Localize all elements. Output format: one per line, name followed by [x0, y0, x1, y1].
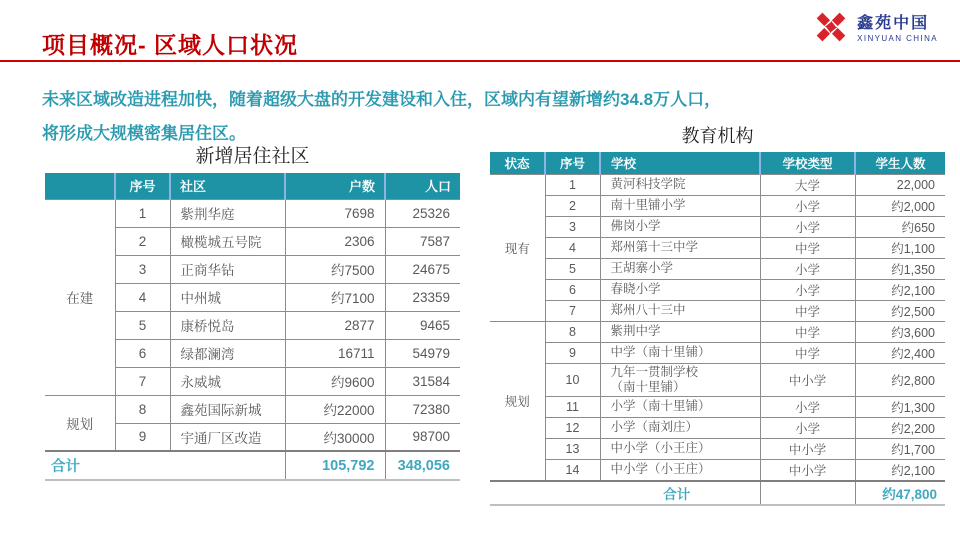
row-students: 约2,200 [855, 417, 945, 438]
row-population: 25326 [385, 199, 460, 227]
row-community: 永威城 [170, 367, 285, 395]
row-school: 紫荆中学 [600, 321, 760, 342]
row-school: 郑州八十三中 [600, 300, 760, 321]
communities-total-row [45, 451, 460, 480]
row-no: 1 [115, 199, 170, 227]
column-header: 学生人数 [855, 152, 945, 174]
group-label: 在建 [45, 199, 115, 395]
row-school: 中小学（小王庄） [600, 438, 760, 459]
row-school-type: 小学 [760, 396, 855, 417]
group-label: 现有 [490, 174, 545, 321]
row-students: 约1,700 [855, 438, 945, 459]
communities-total-households: 105,792 [285, 451, 385, 480]
row-no: 5 [115, 311, 170, 339]
row-community: 橄榄城五号院 [170, 227, 285, 255]
table-row [490, 363, 945, 396]
communities-total-population: 348,056 [385, 451, 460, 480]
row-school-type: 中学 [760, 342, 855, 363]
row-school-type: 小学 [760, 279, 855, 300]
row-no: 3 [115, 255, 170, 283]
row-population: 7587 [385, 227, 460, 255]
row-households: 约9600 [285, 367, 385, 395]
row-no: 3 [545, 216, 600, 237]
row-school: 中小学（小王庄） [600, 459, 760, 481]
row-population: 72380 [385, 395, 460, 423]
row-no: 13 [545, 438, 600, 459]
row-school: 春晓小学 [600, 279, 760, 300]
education-total-row [490, 481, 945, 505]
communities-table [45, 173, 460, 481]
row-households: 约22000 [285, 395, 385, 423]
education-header-row [490, 152, 945, 174]
row-school-type: 中小学 [760, 459, 855, 481]
row-no: 11 [545, 396, 600, 417]
table-row [490, 396, 945, 417]
row-no: 4 [545, 237, 600, 258]
table-row [490, 279, 945, 300]
row-school-type: 中小学 [760, 438, 855, 459]
row-no: 5 [545, 258, 600, 279]
row-community: 康桥悦岛 [170, 311, 285, 339]
table-row [490, 237, 945, 258]
row-households: 约7100 [285, 283, 385, 311]
xinyuan-logo [812, 9, 938, 50]
row-school-type: 中学 [760, 321, 855, 342]
communities-header-row [45, 173, 460, 199]
table-row [490, 459, 945, 481]
row-no: 1 [545, 174, 600, 195]
education-total-type-empty [760, 481, 855, 505]
column-header: 学校类型 [760, 152, 855, 174]
table-row [490, 195, 945, 216]
education-table-title: 教育机构 [681, 126, 754, 146]
row-school-type: 中学 [760, 237, 855, 258]
row-school-type: 小学 [760, 258, 855, 279]
row-no: 14 [545, 459, 600, 481]
row-population: 31584 [385, 367, 460, 395]
row-population: 9465 [385, 311, 460, 339]
education-total-label: 合计 [490, 481, 760, 505]
column-header: 状态 [490, 152, 545, 174]
table-row [490, 258, 945, 279]
row-school: 小学（南刘庄） [600, 417, 760, 438]
education-section [490, 122, 945, 506]
row-no: 8 [545, 321, 600, 342]
row-population: 24675 [385, 255, 460, 283]
column-header-empty [45, 173, 115, 199]
communities-section [45, 141, 460, 481]
row-school-type: 中小学 [760, 363, 855, 396]
row-households: 16711 [285, 339, 385, 367]
table-row [490, 438, 945, 459]
row-students: 约1,100 [855, 237, 945, 258]
row-school-type: 小学 [760, 216, 855, 237]
column-header: 户数 [285, 173, 385, 199]
row-students: 约2,800 [855, 363, 945, 396]
row-community: 鑫苑国际新城 [170, 395, 285, 423]
column-header: 序号 [115, 173, 170, 199]
row-school-type: 小学 [760, 417, 855, 438]
intro-text-line1: 未来区域改造进程加快，随着超级大盘的开发建设和入住，区域内有望新增约34.8万人口， [42, 90, 722, 109]
page-title: 项目概况- 区域人口状况 [42, 32, 299, 58]
row-school: 中学（南十里铺） [600, 342, 760, 363]
row-population: 98700 [385, 423, 460, 451]
table-row [490, 342, 945, 363]
row-no: 12 [545, 417, 600, 438]
education-table [490, 152, 945, 506]
row-school-type: 小学 [760, 195, 855, 216]
education-total-students: 约47,800 [855, 481, 945, 505]
table-row [490, 300, 945, 321]
row-no: 7 [115, 367, 170, 395]
row-no: 8 [115, 395, 170, 423]
row-community: 中州城 [170, 283, 285, 311]
row-households: 约7500 [285, 255, 385, 283]
column-header: 人口 [385, 173, 460, 199]
xinyuan-logo-icon [812, 9, 850, 50]
table-row [45, 395, 460, 423]
row-school: 九年一贯制学校 （南十里铺） [600, 363, 760, 396]
row-no: 9 [545, 342, 600, 363]
row-population: 54979 [385, 339, 460, 367]
table-row [490, 216, 945, 237]
row-no: 2 [545, 195, 600, 216]
row-households: 约30000 [285, 423, 385, 451]
row-students: 约2,000 [855, 195, 945, 216]
row-school: 王胡寨小学 [600, 258, 760, 279]
table-row [45, 199, 460, 227]
communities-total-label: 合计 [45, 451, 285, 480]
row-school: 郑州第十三中学 [600, 237, 760, 258]
row-no: 6 [115, 339, 170, 367]
row-students: 约2,400 [855, 342, 945, 363]
row-students: 约1,300 [855, 396, 945, 417]
table-row [490, 174, 945, 195]
row-students: 约650 [855, 216, 945, 237]
row-no: 4 [115, 283, 170, 311]
row-school: 小学（南十里铺） [600, 396, 760, 417]
row-school-type: 大学 [760, 174, 855, 195]
row-no: 2 [115, 227, 170, 255]
table-row [490, 321, 945, 342]
row-households: 2306 [285, 227, 385, 255]
row-community: 宇通厂区改造 [170, 423, 285, 451]
column-header: 序号 [545, 152, 600, 174]
logo-text [857, 16, 938, 43]
table-row [490, 417, 945, 438]
intro-text-line2: 将形成大规模密集居住区。 [42, 124, 246, 143]
row-community: 绿都澜湾 [170, 339, 285, 367]
row-population: 23359 [385, 283, 460, 311]
row-students: 约1,350 [855, 258, 945, 279]
row-school: 南十里铺小学 [600, 195, 760, 216]
row-students: 约2,500 [855, 300, 945, 321]
row-school-type: 中学 [760, 300, 855, 321]
row-community: 紫荆华庭 [170, 199, 285, 227]
row-students: 约2,100 [855, 459, 945, 481]
row-school: 黄河科技学院 [600, 174, 760, 195]
title-divider-line [0, 60, 960, 62]
group-label: 规划 [45, 395, 115, 451]
group-label: 规划 [490, 321, 545, 481]
row-school: 佛岗小学 [600, 216, 760, 237]
row-community: 正商华钻 [170, 255, 285, 283]
row-households: 2877 [285, 311, 385, 339]
row-no: 10 [545, 363, 600, 396]
row-no: 6 [545, 279, 600, 300]
row-no: 7 [545, 300, 600, 321]
row-no: 9 [115, 423, 170, 451]
row-students: 约2,100 [855, 279, 945, 300]
row-households: 7698 [285, 199, 385, 227]
row-students: 22,000 [855, 174, 945, 195]
column-header: 学校 [600, 152, 760, 174]
communities-table-title: 新增居住社区 [195, 146, 310, 167]
row-students: 约3,600 [855, 321, 945, 342]
logo-name-en: XINYUAN CHINA [857, 33, 938, 43]
logo-name-cn: 鑫苑中国 [857, 14, 930, 32]
column-header: 社区 [170, 173, 285, 199]
